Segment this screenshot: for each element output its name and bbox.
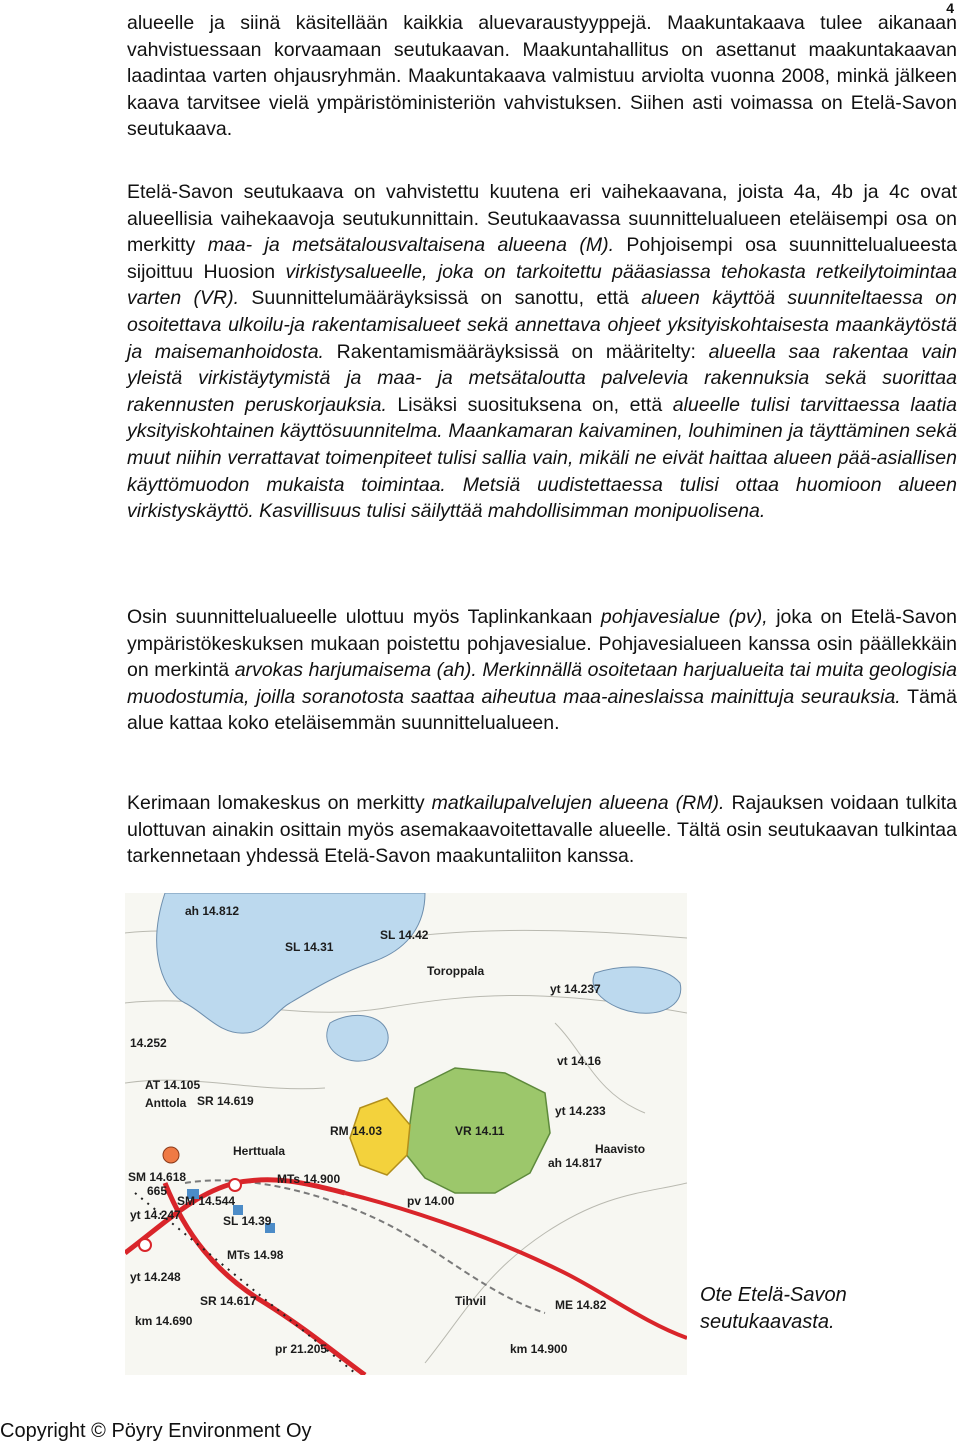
map-label: MTs 14.900 bbox=[277, 1172, 341, 1186]
junction-symbol bbox=[229, 1179, 241, 1191]
map-label: pv 14.00 bbox=[407, 1194, 455, 1208]
map-label: yt 14.247 bbox=[130, 1208, 181, 1222]
map-label: AT 14.105 bbox=[145, 1078, 201, 1092]
text-run: Suunnittelumääräyksissä on sanottu, että bbox=[239, 287, 642, 310]
map-label: km 14.690 bbox=[135, 1314, 193, 1328]
map-label: RM 14.03 bbox=[330, 1124, 383, 1138]
map-label: SL 14.31 bbox=[285, 940, 334, 954]
italic-text-run: alueen käyttöä suunniteltaessa on osoitettava ulkoilu-ja rakentamisalueet sekä annettava ohjeet yksityiskohtaisesta maankäytöstä ja maisemanhoidosta. bbox=[127, 287, 957, 363]
paragraph-2 bbox=[127, 179, 957, 525]
map-label: Toroppala bbox=[427, 964, 485, 978]
italic-text-run: maa- ja metsätalousvaltaisena alueena (M). bbox=[207, 234, 614, 257]
copyright-footer: Copyright © Pöyry Environment Oy bbox=[0, 1420, 312, 1442]
italic-text-run: pohjavesialue (pv), bbox=[600, 606, 768, 628]
map-label: SM 14.544 bbox=[177, 1194, 236, 1208]
text-run: Lisäksi suosituksena on, että bbox=[386, 393, 673, 416]
text-run: Pohjoisempi osa suunnittelualueesta sijoittuu Huosion bbox=[127, 234, 957, 283]
italic-text-run: arvokas harjumaisema (ah). Merkinnällä osoitetaan harjualueita tai muita geologisia muodostumia, joilla soranotosta saattaa aiheutua maa-aineslaissa mainittuja seurauksia. bbox=[127, 659, 957, 708]
map-label: ME 14.82 bbox=[555, 1298, 607, 1312]
paragraph-3 bbox=[127, 604, 957, 737]
regional-plan-map bbox=[125, 893, 687, 1375]
text-run: Rajauksen voidaan tulkita ulottuvan ainakin osittain myös asemakaavoitettavalle alueelle. Tältä osin seutukaavan tulkintaa tarkennetaan yhdessä Etelä-Savon maakuntaliiton kanssa. bbox=[127, 792, 957, 868]
text-run: alueelle ja siinä käsitellään kaikkia aluevaraustyyppejä. Maakuntakaava tulee aikanaan vahvistuessaan korvaamaan seutukaavan. Maakuntahallitus on asettanut maakuntakaavan laadintaa varten ohjausryhmän. Maakuntakaava valmistuu arviolta vuonna 2008, minkä jälkeen kaava tarvitsee vielä ympäristöministeriön vahvistuksen. Siihen asti voimassa on Etelä-Savon seutukaava. bbox=[127, 12, 957, 141]
point-symbol bbox=[163, 1147, 179, 1163]
map-label: Tihvil bbox=[455, 1294, 487, 1308]
map-label: ah 14.817 bbox=[548, 1156, 603, 1170]
italic-text-run: alueella saa rakentaa vain yleistä virkistäytymistä ja maa- ja metsätaloutta palvelevia rakennuksia sekä suorittaa rakennusten peruskorjauksia. bbox=[127, 340, 958, 416]
italic-text-run: alueelle tulisi tarvittaessa laatia yksityiskohtainen käyttösuunnitelma. Maankamaran kaivaminen, louhiminen ja täyttäminen sekä muut niihin verrattavat toimenpiteet tulisi sallia vain, mikäli ne eivät haittaa alueen pää-asiallisen käyttömuodon mukaista toimintaa. Metsiä uudistettaessa tulisi ottaa huomioon alueen virkistyskäyttö. Kasvillisuus tulisi säilyttää mahdollisimman monipuolisena. bbox=[127, 393, 957, 523]
map-label: Herttuala bbox=[233, 1144, 286, 1158]
map-label: SR 14.619 bbox=[197, 1094, 254, 1108]
lake-small bbox=[327, 1015, 388, 1061]
text-run: Kerimaan lomakeskus on merkitty bbox=[127, 792, 432, 814]
map-label: pr 21.205 bbox=[275, 1342, 328, 1356]
map-label: 665 bbox=[147, 1184, 168, 1198]
map-caption: Ote Etelä-Savon seutukaavasta. bbox=[700, 1284, 847, 1333]
paragraph-1 bbox=[127, 10, 957, 143]
map-label: SL 14.39 bbox=[223, 1214, 272, 1228]
text-run: Osin suunnittelualueelle ulottuu myös Taplinkankaan bbox=[127, 606, 601, 628]
map-label: VR 14.11 bbox=[455, 1124, 505, 1138]
map-label: MTs 14.98 bbox=[227, 1248, 284, 1262]
text-run: Rakentamismääräyksissä on määritelty: bbox=[323, 340, 709, 363]
map-label: km 14.900 bbox=[510, 1342, 568, 1356]
paragraph-4 bbox=[127, 790, 957, 870]
italic-text-run: virkistysalueelle, joka on tarkoitettu pääasiassa tehokasta retkeilytoimintaa varten (VR). bbox=[127, 260, 958, 310]
map-label: yt 14.248 bbox=[130, 1270, 181, 1284]
map-label: 14.252 bbox=[130, 1036, 167, 1050]
junction-symbol bbox=[139, 1239, 151, 1251]
map-label: yt 14.233 bbox=[555, 1104, 606, 1118]
map-label: Anttola bbox=[145, 1096, 187, 1110]
map-label: SL 14.42 bbox=[380, 928, 429, 942]
text-run: Tämä alue kattaa koko eteläisemmän suunnittelualueen. bbox=[127, 685, 957, 735]
italic-text-run: matkailupalvelujen alueena (RM). bbox=[431, 792, 725, 814]
text-run: joka on Etelä-Savon ympäristökeskuksen mukaan poistettu pohjavesialue. Pohjavesialueen kanssa osin päällekkäin on merkintä bbox=[127, 606, 957, 682]
page-number: 4 bbox=[946, 0, 954, 16]
map-label: SR 14.617 bbox=[200, 1294, 257, 1308]
map-label: Haavisto bbox=[595, 1142, 646, 1156]
map-label: vt 14.16 bbox=[557, 1054, 602, 1068]
map-label: yt 14.237 bbox=[550, 982, 601, 996]
map-label: SM 14.618 bbox=[128, 1170, 187, 1184]
map-label: ah 14.812 bbox=[185, 904, 240, 918]
text-run: Etelä-Savon seutukaava on vahvistettu kuutena eri vaihekaavana, joista 4a, 4b ja 4c ovat alueellisia vaihekaavoja seutukunnittain. Seutukaavassa suunnittelualueen eteläisempi osa on merkitty bbox=[127, 181, 957, 257]
